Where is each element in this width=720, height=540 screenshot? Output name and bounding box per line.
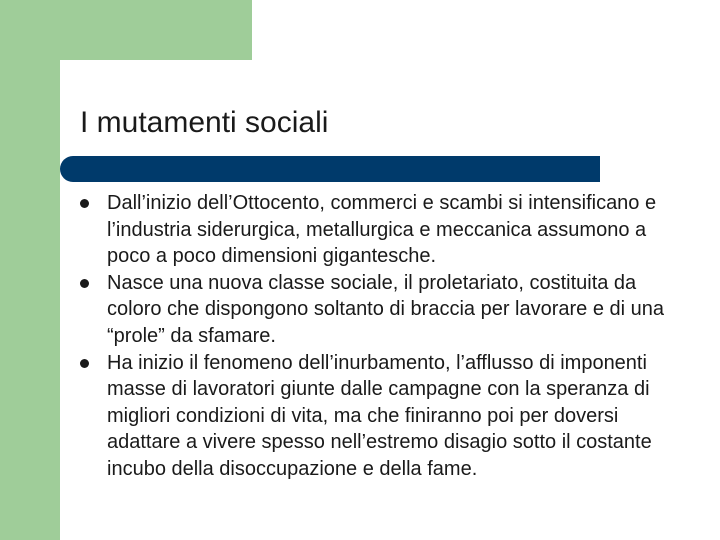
bullet-dot-icon (80, 199, 89, 208)
bullet-dot-icon (80, 279, 89, 288)
bullet-text: Nasce una nuova classe sociale, il proletariato, costituita da coloro che dispongono soltanto di braccia per lavorare e di una “prole” da sfamare. (107, 271, 665, 347)
decorative-accent-left (0, 0, 60, 540)
bullet-text: Ha inizio il fenomeno dell’inurbamento, l’afflusso di imponenti masse di lavoratori giunte dalle campagne con la speranza di migliori condizioni di vita, ma che finiranno poi per doversi adattare a vivere spesso nell’estremo disagio sotto il costante incubo della disoccupazione e della fame. (107, 351, 652, 480)
bullet-list (80, 190, 680, 483)
bullet-item (80, 350, 680, 483)
title-underline-bar (60, 156, 600, 182)
bullet-text: Dall’inizio dell’Ottocento, commerci e scambi si intensificano e l’industria siderurgica, metallurgica e meccanica assumono a poco a poco dimensioni gigantesche. (107, 192, 657, 268)
bullet-dot-icon (80, 359, 89, 368)
bullet-item (80, 270, 680, 350)
bullet-item (80, 190, 680, 270)
slide-title: I mutamenti sociali (80, 106, 329, 139)
